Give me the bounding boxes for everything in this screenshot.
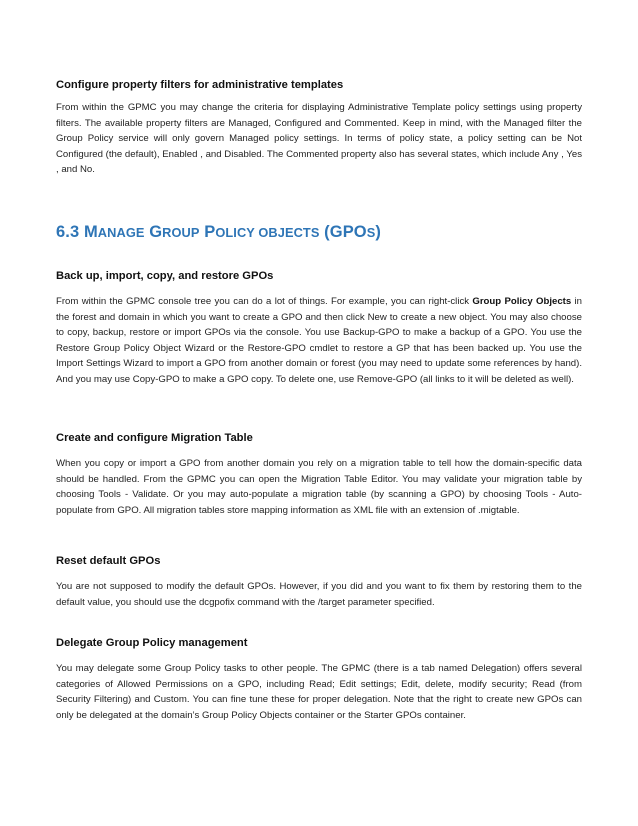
- migration-heading: Create and configure Migration Table: [56, 432, 253, 444]
- title-word-3-rest: OLICY OBJECTS: [215, 225, 320, 240]
- title-word-1-initial: M: [83, 223, 98, 241]
- title-word-2-rest: ROUP: [162, 225, 200, 240]
- title-abbr-open: (GPO: [324, 223, 367, 241]
- backup-text-start: From within the GPMC console tree you can do a lot of things. For example, you can right-click: [56, 296, 473, 307]
- backup-paragraph: [56, 294, 582, 388]
- delegate-paragraph: You may delegate some Group Policy tasks to other people. The GPMC (there is a tab named Delegation) offers several categories of Allowed Permissions on a GPO, including Read; Edit settings; Edit, delete, modify security; Read (from Security Filtering) and Custom. You can fine tune these for proper delegation. Note that the right to create new GPOs can only be delegated at the domain’s Group Policy Objects container or the Starter GPOs container.: [56, 663, 582, 721]
- section-title: [56, 222, 381, 243]
- title-word-1-rest: ANAGE: [97, 225, 145, 240]
- title-word-3-initial: P: [204, 223, 216, 241]
- backup-text-end: in the forest and domain in which you want to create a GPO and then click New to create a new object. You may also choose to copy, backup, restore or import GPOs via the console. You use Backup-GPO to make a backup of a GPO. You use the Restore Group Policy Object Wizard or the Restore-GPO cmdlet to restore a GP that has been backed up. You use the Import Settings Wizard to import a GPO from another domain or forest (you may need to update some references by hand). And you may use Copy-GPO to make a GPO copy. To delete one, use Remove-GPO (all links to it will be deleted as well).: [56, 296, 582, 385]
- filters-paragraph: From within the GPMC you may change the criteria for displaying Administrative Template policy settings using property filters. The available property filters are Managed, Configured and Commented. Keep in mind, with the Managed filter the Group Policy service will only govern Managed policy settings. In terms of policy state, a policy setting can be Not Configured (the default), Enabled , and Disabled. The Commented property also has several states, which include Any , Yes , and No.: [56, 102, 582, 176]
- title-abbr-close: ): [375, 223, 381, 241]
- reset-paragraph: You are not supposed to modify the default GPOs. However, if you did and you want to fix them by restoring them to the default value, you should use the dcgpofix command with the /target parameter specified.: [56, 581, 582, 608]
- migration-paragraph: When you copy or import a GPO from another domain you rely on a migration table to tell how the domain-specific data should be handled. From the GPMC you can open the Migration Table Editor. You may validate your migration table by choosing Tools - Validate. Or you may auto-populate a migration table (by scanning a GPO) by choosing Tools - Auto-populate from GPO. All migration tables store mapping information as XML file with an extension of .migtable.: [56, 458, 582, 516]
- title-abbr-small: S: [366, 225, 376, 240]
- filters-heading: Configure property filters for administrative templates: [56, 79, 344, 91]
- reset-heading: Reset default GPOs: [56, 555, 161, 567]
- backup-heading: Back up, import, copy, and restore GPOs: [56, 270, 274, 282]
- title-word-2-initial: G: [149, 223, 163, 241]
- section-number: 6.3: [56, 223, 80, 241]
- delegate-heading: Delegate Group Policy management: [56, 637, 248, 649]
- backup-bold-term: Group Policy Objects: [472, 296, 572, 307]
